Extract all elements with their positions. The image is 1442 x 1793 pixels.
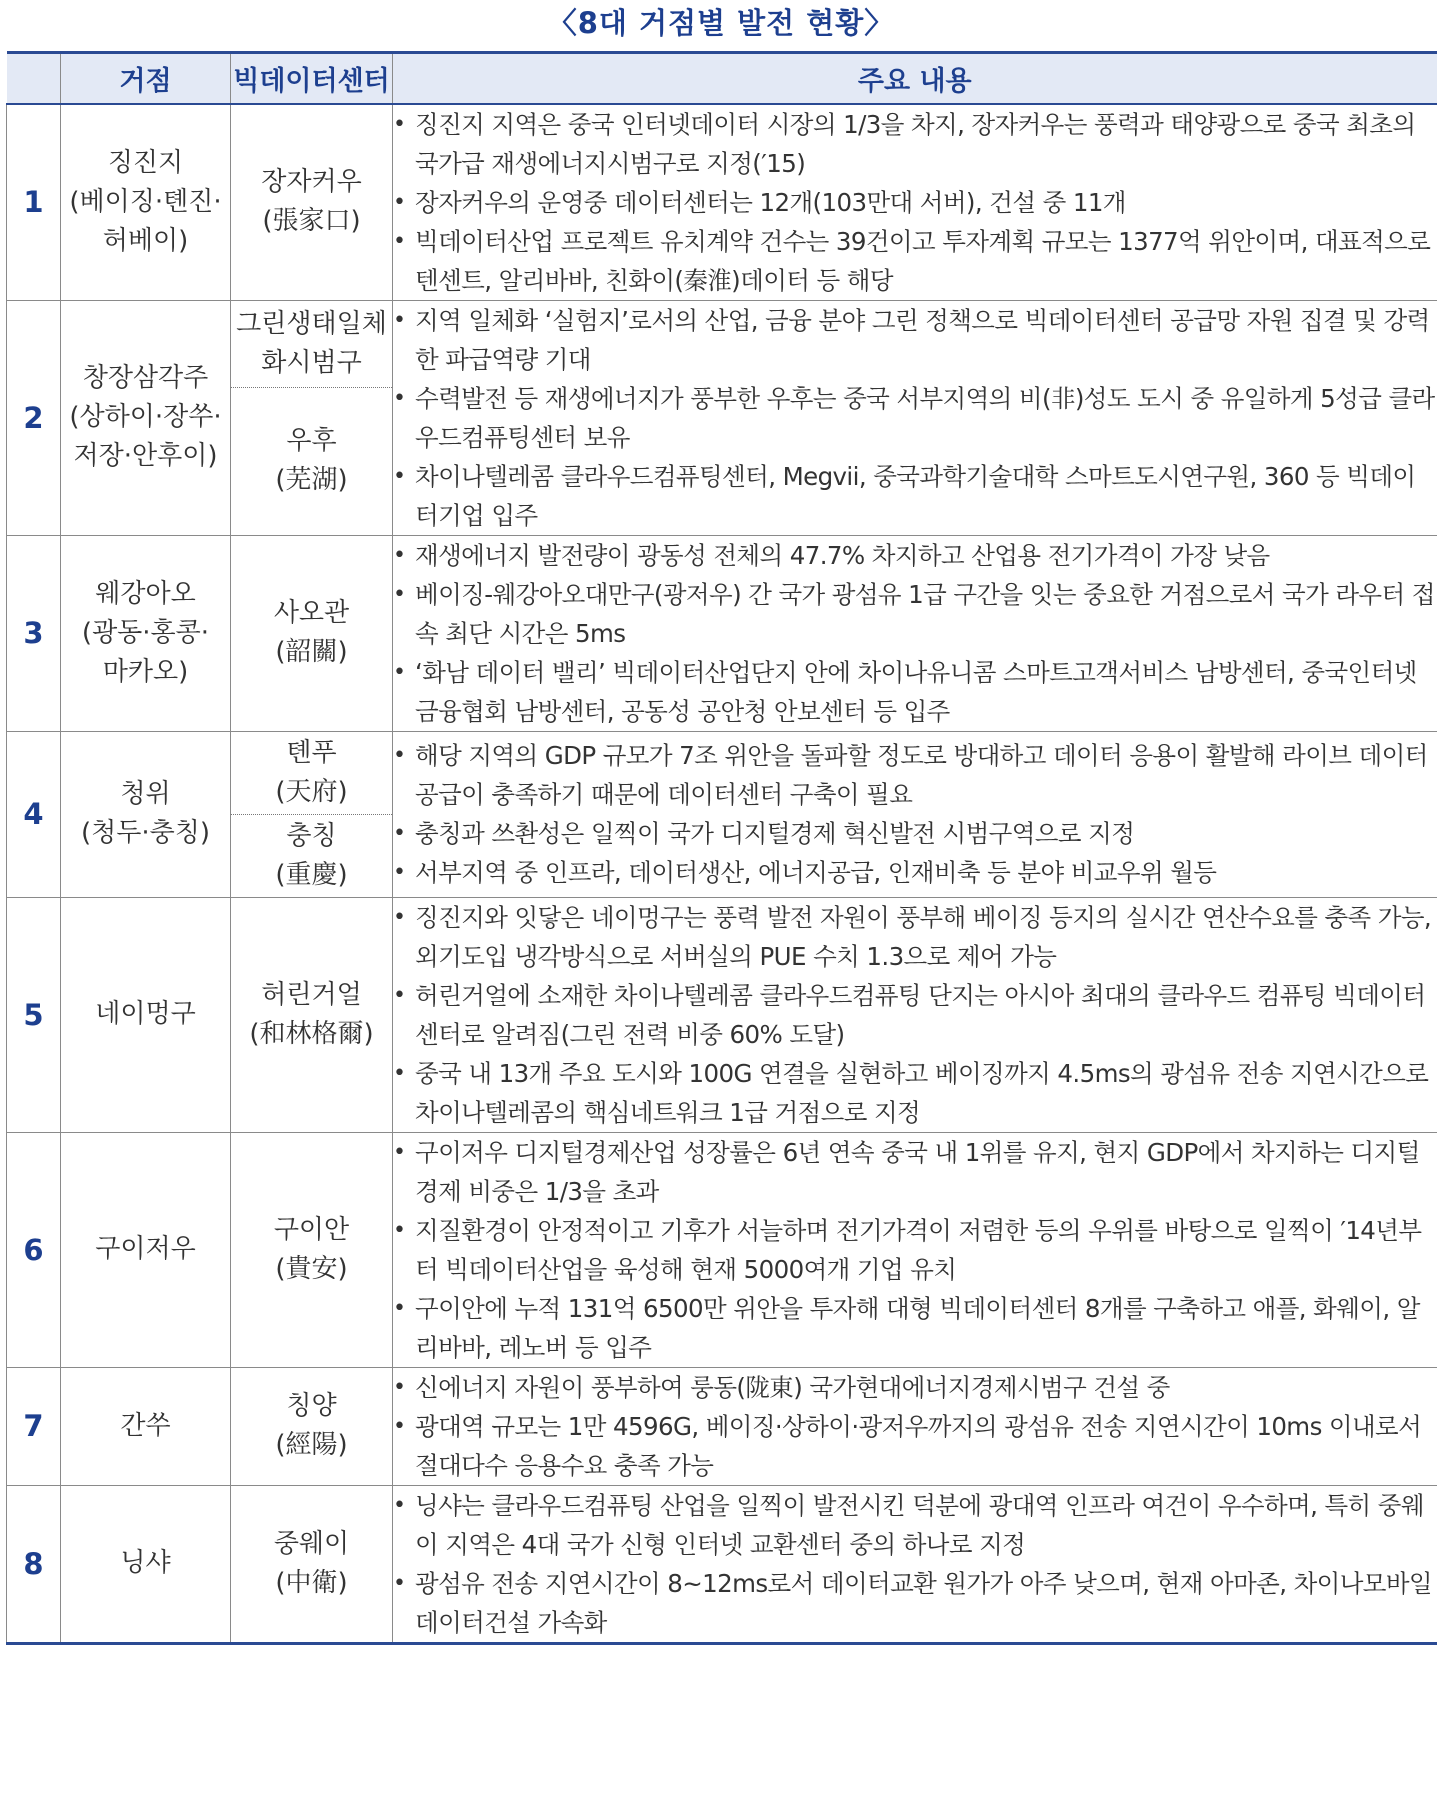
table-row — [7, 1132, 1437, 1367]
bigdata-center: 장자커우 (張家口) — [231, 104, 393, 301]
bullet-text: 재생에너지 발전량이 광동성 전체의 47.7% 차지하고 산업용 전기가격이 가장 낮음 — [415, 540, 1270, 570]
bigdata-center: 구이안 (貴安) — [231, 1132, 393, 1367]
bullet-dot-icon: • — [393, 463, 406, 489]
bullet-dot-icon: • — [393, 189, 406, 215]
bullet-list — [393, 736, 1437, 892]
header-no — [7, 53, 61, 104]
bullet-item — [393, 976, 1437, 1054]
bullet-item — [393, 457, 1437, 535]
table-row — [7, 897, 1437, 1132]
bullet-text: 구이안에 누적 131억 6500만 위안을 투자해 대형 빅데이터센터 8개를 구축하고 애플, 화웨이, 알리바바, 레노버 등 입주 — [415, 1293, 1420, 1362]
main-content — [393, 897, 1437, 1132]
bullet-text: 광섬유 전송 지연시간이 8~12ms로서 데이터교환 원가가 아주 낮으며, 현재 아마존, 차이나모바일 데이터건설 가속화 — [415, 1568, 1432, 1637]
bigdata-center: 사오관 (韶關) — [231, 535, 393, 731]
bullet-text: 빅데이터산업 프로젝트 유치계약 건수는 39건이고 투자계획 규모는 1377억 위안이며, 대표적으로 텐센트, 알리바바, 친화이(秦淮)데이터 등 해당 — [415, 226, 1431, 295]
bullet-text: 징진지와 잇닿은 네이멍구는 풍력 발전 자원이 풍부해 베이징 등지의 실시간 연산수요를 충족 가능, 외기도입 냉각방식으로 서버실의 PUE 수치 1.3으로 제어 가능 — [415, 902, 1432, 971]
main-content — [393, 1485, 1437, 1643]
table-title: 〈8대 거점별 발전 현황〉 — [547, 6, 895, 40]
main-content — [393, 535, 1437, 731]
table-body — [7, 104, 1437, 1644]
bullet-dot-icon: • — [393, 111, 406, 137]
table-row — [7, 1367, 1437, 1485]
bullet-dot-icon: • — [393, 228, 406, 254]
hub-name: 닝샤 — [61, 1485, 231, 1643]
hub-name: 웨강아오 (광동·홍콩· 마카오) — [61, 535, 231, 731]
bigdata-center: 우후 (芜湖) — [231, 387, 393, 535]
main-content — [393, 731, 1437, 897]
bullet-list — [393, 1486, 1437, 1642]
bullet-dot-icon: • — [393, 542, 406, 568]
hub-name: 청위 (청두·충칭) — [61, 731, 231, 897]
bullet-text: 베이징-웨강아오대만구(광저우) 간 국가 광섬유 1급 구간을 잇는 중요한 거점으로서 국가 라우터 접속 최단 시간은 5ms — [415, 579, 1435, 648]
bullet-item — [393, 222, 1437, 300]
bullet-list — [393, 105, 1437, 300]
bullet-list — [393, 898, 1437, 1132]
bullet-dot-icon: • — [393, 1060, 406, 1086]
bullet-text: 차이나텔레콤 클라우드컴퓨팅센터, Megvii, 중국과학기술대학 스마트도시연구원, 360 등 빅데이터기업 입주 — [415, 461, 1416, 530]
bullet-item — [393, 1486, 1437, 1564]
bullet-item — [393, 1407, 1437, 1485]
main-content — [393, 1367, 1437, 1485]
header-row — [7, 53, 1437, 104]
table-row — [7, 535, 1437, 731]
bullet-item — [393, 1054, 1437, 1132]
table-row — [7, 731, 1437, 814]
row-number: 1 — [7, 104, 61, 301]
row-number: 6 — [7, 1132, 61, 1367]
bullet-dot-icon: • — [393, 581, 406, 607]
bullet-item — [393, 301, 1437, 379]
bigdata-center: 허린거얼 (和林格爾) — [231, 897, 393, 1132]
main-content — [393, 300, 1437, 535]
bullet-text: 중국 내 13개 주요 도시와 100G 연결을 실현하고 베이징까지 4.5ms의 광섬유 전송 지연시간으로 차이나텔레콤의 핵심네트워크 1급 거점으로 지정 — [415, 1058, 1429, 1127]
row-number: 5 — [7, 897, 61, 1132]
bullet-text: 광대역 규모는 1만 4596G, 베이징·상하이·광저우까지의 광섬유 전송 지연시간이 10ms 이내로서 절대다수 응용수요 충족 가능 — [415, 1411, 1422, 1480]
row-number: 2 — [7, 300, 61, 535]
bigdata-center: 그린생태일체 화시범구 — [231, 300, 393, 387]
bullet-dot-icon: • — [393, 1413, 406, 1439]
bullet-item — [393, 736, 1437, 814]
main-content — [393, 1132, 1437, 1367]
bullet-dot-icon: • — [393, 385, 406, 411]
hub-name: 징진지 (베이징·톈진· 허베이) — [61, 104, 231, 301]
bullet-text: 징진지 지역은 중국 인터넷데이터 시장의 1/3을 차지, 장자커우는 풍력과 태양광으로 중국 최초의 국가급 재생에너지시범구로 지정(′15) — [415, 109, 1416, 178]
header-hub: 거점 — [61, 53, 231, 104]
bullet-item — [393, 536, 1437, 575]
bullet-list — [393, 1133, 1437, 1367]
bullet-text: ‘화남 데이터 밸리’ 빅데이터산업단지 안에 차이나유니콤 스마트고객서비스 남방센터, 중국인터넷금융협회 남방센터, 공동성 공안청 안보센터 등 입주 — [415, 657, 1417, 726]
bullet-text: 지역 일체화 ‘실험지’로서의 산업, 금융 분야 그린 정책으로 빅데이터센터 공급망 자원 집결 및 강력한 파급역량 기대 — [415, 305, 1430, 374]
bullet-text: 구이저우 디지털경제산업 성장률은 6년 연속 중국 내 1위를 유지, 현지 GDP에서 차지하는 디지털경제 비중은 1/3을 초과 — [415, 1137, 1420, 1206]
bullet-list — [393, 1368, 1437, 1485]
bullet-item — [393, 1564, 1437, 1642]
row-number: 8 — [7, 1485, 61, 1643]
bigdata-center: 중웨이 (中衛) — [231, 1485, 393, 1643]
bullet-item — [393, 1289, 1437, 1367]
hub-name: 창장삼각주 (상하이·장쑤· 저장·안후이) — [61, 300, 231, 535]
bullet-dot-icon: • — [393, 1570, 406, 1596]
bullet-dot-icon: • — [393, 743, 406, 768]
bullet-dot-icon: • — [393, 307, 406, 333]
bullet-text: 서부지역 중 인프라, 데이터생산, 에너지공급, 인재비축 등 분야 비교우위 월등 — [415, 858, 1217, 887]
bullet-list — [393, 301, 1437, 535]
bullet-list — [393, 536, 1437, 731]
hub-name: 구이저우 — [61, 1132, 231, 1367]
row-number: 3 — [7, 535, 61, 731]
bullet-dot-icon: • — [393, 1295, 406, 1321]
bullet-text: 신에너지 자원이 풍부하여 룽동(陇東) 국가현대에너지경제시범구 건설 중 — [415, 1372, 1170, 1402]
bullet-text: 수력발전 등 재생에너지가 풍부한 우후는 중국 서부지역의 비(非)성도 도시 중 유일하게 5성급 클라우드컴퓨팅센터 보유 — [415, 383, 1435, 452]
bullet-dot-icon: • — [393, 1139, 406, 1165]
header-bigdata-center: 빅데이터센터 — [231, 53, 393, 104]
table-row — [7, 104, 1437, 301]
bullet-text: 장자커우의 운영중 데이터센터는 12개(103만대 서버), 건설 중 11개 — [415, 187, 1126, 217]
bullet-item — [393, 1368, 1437, 1407]
bullet-dot-icon: • — [393, 1492, 406, 1518]
bullet-dot-icon: • — [393, 982, 406, 1008]
bullet-dot-icon: • — [393, 821, 406, 846]
header-main-content: 주요 내용 — [393, 53, 1437, 104]
bullet-item — [393, 898, 1437, 976]
bigdata-center: 충칭 (重慶) — [231, 814, 393, 897]
bullet-item — [393, 1133, 1437, 1211]
bullet-item — [393, 853, 1437, 892]
bullet-dot-icon: • — [393, 1217, 406, 1243]
hub-name: 간쑤 — [61, 1367, 231, 1485]
table-row — [7, 300, 1437, 387]
hub-status-table — [6, 51, 1437, 1645]
main-content — [393, 104, 1437, 301]
bullet-text: 해당 지역의 GDP 규모가 7조 위안을 돌파할 정도로 방대하고 데이터 응용이 활발해 라이브 데이터 공급이 충족하기 때문에 데이터센터 구축이 필요 — [415, 741, 1428, 809]
table-row — [7, 1485, 1437, 1643]
bullet-dot-icon: • — [393, 860, 406, 885]
bullet-item — [393, 1211, 1437, 1289]
row-number: 7 — [7, 1367, 61, 1485]
bullet-item — [393, 653, 1437, 731]
bullet-dot-icon: • — [393, 659, 406, 685]
bullet-item — [393, 379, 1437, 457]
bigdata-center: 칭양 (經陽) — [231, 1367, 393, 1485]
bullet-text: 충칭과 쓰촨성은 일찍이 국가 디지털경제 혁신발전 시범구역으로 지정 — [415, 819, 1135, 848]
row-number: 4 — [7, 731, 61, 897]
bullet-item — [393, 105, 1437, 183]
bullet-dot-icon: • — [393, 1374, 406, 1400]
bullet-item — [393, 814, 1437, 853]
bullet-item — [393, 183, 1437, 222]
bullet-dot-icon: • — [393, 904, 406, 930]
bullet-text: 지질환경이 안정적이고 기후가 서늘하며 전기가격이 저렴한 등의 우위를 바탕으로 일찍이 ′14년부터 빅데이터산업을 육성해 현재 5000여개 기업 유치 — [415, 1215, 1422, 1284]
bullet-item — [393, 575, 1437, 653]
bullet-text: 닝샤는 클라우드컴퓨팅 산업을 일찍이 발전시킨 덕분에 광대역 인프라 여건이 우수하며, 특히 중웨이 지역은 4대 국가 신형 인터넷 교환센터 중의 하나로 지정 — [415, 1490, 1424, 1559]
bigdata-center: 톈푸 (天府) — [231, 731, 393, 814]
hub-name: 네이멍구 — [61, 897, 231, 1132]
bullet-text: 허린거얼에 소재한 차이나텔레콤 클라우드컴퓨팅 단지는 아시아 최대의 클라우드 컴퓨팅 빅데이터센터로 알려짐(그린 전력 비중 60% 도달) — [415, 980, 1426, 1049]
